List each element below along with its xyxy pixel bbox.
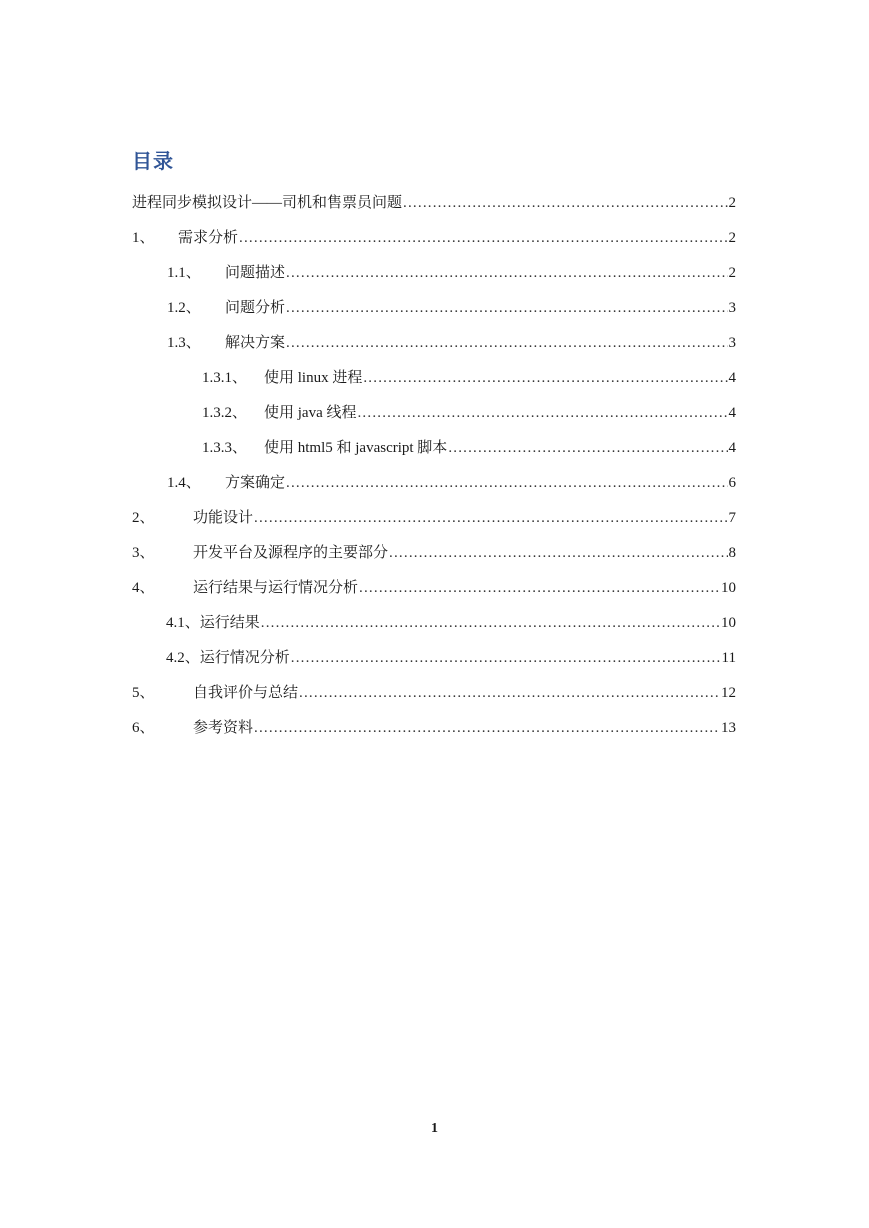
toc-entry-label: 运行结果与运行情况分析 xyxy=(193,580,359,596)
toc-entry-page: 4 xyxy=(728,440,736,456)
toc-entry-number: 1.3.3、 xyxy=(202,440,248,456)
toc-leader-dots xyxy=(286,331,727,355)
toc-entry-page: 6 xyxy=(728,475,736,491)
toc-entry[interactable] xyxy=(166,611,736,635)
toc-entry[interactable] xyxy=(167,331,736,355)
toc-entry-label: 使用 html5 和 javascript 脚本 xyxy=(264,440,448,456)
toc-entry-number: 1.1、 xyxy=(167,265,201,281)
toc-entry[interactable] xyxy=(202,401,736,425)
toc-leader-dots xyxy=(286,471,727,495)
toc-entry[interactable] xyxy=(202,436,736,460)
toc-entry-page: 10 xyxy=(721,615,736,631)
toc-entry-label: 4.2、运行情况分析 xyxy=(166,650,290,666)
toc-entry-number: 1、 xyxy=(132,230,155,246)
toc-entry[interactable] xyxy=(132,506,736,530)
toc-entry-number: 1.3、 xyxy=(167,335,201,351)
toc-entry-page: 10 xyxy=(721,580,736,596)
toc-leader-dots xyxy=(448,436,727,460)
toc-entry[interactable] xyxy=(132,681,736,705)
toc-entry-number: 3、 xyxy=(132,545,155,561)
toc-entry-number: 1.2、 xyxy=(167,300,201,316)
toc-entry-page: 4 xyxy=(728,405,736,421)
toc-leader-dots xyxy=(389,541,727,565)
toc-entry-label: 开发平台及源程序的主要部分 xyxy=(193,545,389,561)
toc-entry-page: 11 xyxy=(721,650,736,666)
toc-entry[interactable] xyxy=(167,261,736,285)
toc-leader-dots xyxy=(254,506,727,530)
toc-leader-dots xyxy=(254,716,720,740)
toc-entry-page: 8 xyxy=(728,545,736,561)
toc-entry-label: 使用 java 线程 xyxy=(264,405,357,421)
toc-title: 目录 xyxy=(132,149,174,173)
toc-entry-number: 5、 xyxy=(132,685,155,701)
toc-entry-label: 使用 linux 进程 xyxy=(264,370,363,386)
toc-entry[interactable] xyxy=(167,296,736,320)
toc-entry-label: 需求分析 xyxy=(178,230,239,246)
toc-entry-number: 4、 xyxy=(132,580,155,596)
toc-leader-dots xyxy=(286,296,727,320)
toc-entry-label: 问题分析 xyxy=(225,300,286,316)
toc-entry-page: 13 xyxy=(721,720,736,736)
toc-entry[interactable] xyxy=(202,366,736,390)
toc-entry-page: 4 xyxy=(728,370,736,386)
toc-leader-dots xyxy=(291,646,721,670)
toc-entry-page: 2 xyxy=(728,230,736,246)
toc-entry-label: 4.1、运行结果 xyxy=(166,615,260,631)
toc-entry-page: 12 xyxy=(721,685,736,701)
toc-entry-number: 1.4、 xyxy=(167,475,201,491)
toc-entry-label: 解决方案 xyxy=(225,335,286,351)
toc-entry[interactable] xyxy=(167,471,736,495)
toc-entry-page: 3 xyxy=(728,300,736,316)
toc-entry-label: 参考资料 xyxy=(193,720,254,736)
toc-leader-dots xyxy=(357,401,727,425)
toc-entry[interactable] xyxy=(132,576,736,600)
toc-entry-page: 3 xyxy=(728,335,736,351)
toc-entry-page: 2 xyxy=(728,265,736,281)
toc-entry-number: 1.3.2、 xyxy=(202,405,248,421)
toc-entry-number: 1.3.1、 xyxy=(202,370,248,386)
toc-entry-page: 7 xyxy=(728,510,736,526)
toc-entry-label: 功能设计 xyxy=(193,510,254,526)
toc-entry[interactable] xyxy=(132,716,736,740)
toc-leader-dots xyxy=(403,191,727,215)
toc-leader-dots xyxy=(239,226,727,250)
toc-leader-dots xyxy=(286,261,727,285)
toc-leader-dots xyxy=(299,681,720,705)
toc-entry-number: 6、 xyxy=(132,720,155,736)
toc-entry-label: 问题描述 xyxy=(225,265,286,281)
toc-entry-page: 2 xyxy=(728,195,736,211)
toc-entry[interactable] xyxy=(132,191,736,215)
toc-entry-label: 进程同步模拟设计——司机和售票员问题 xyxy=(132,195,403,211)
toc-leader-dots xyxy=(261,611,720,635)
toc-entry-label: 方案确定 xyxy=(225,475,286,491)
toc-entry-label: 自我评价与总结 xyxy=(193,685,299,701)
page-number: 1 xyxy=(431,1121,438,1136)
toc-entry[interactable] xyxy=(132,226,736,250)
toc-entry-number: 2、 xyxy=(132,510,155,526)
toc-leader-dots xyxy=(363,366,727,390)
toc-leader-dots xyxy=(359,576,720,600)
toc-entry[interactable] xyxy=(132,541,736,565)
toc-entry[interactable] xyxy=(166,646,736,670)
